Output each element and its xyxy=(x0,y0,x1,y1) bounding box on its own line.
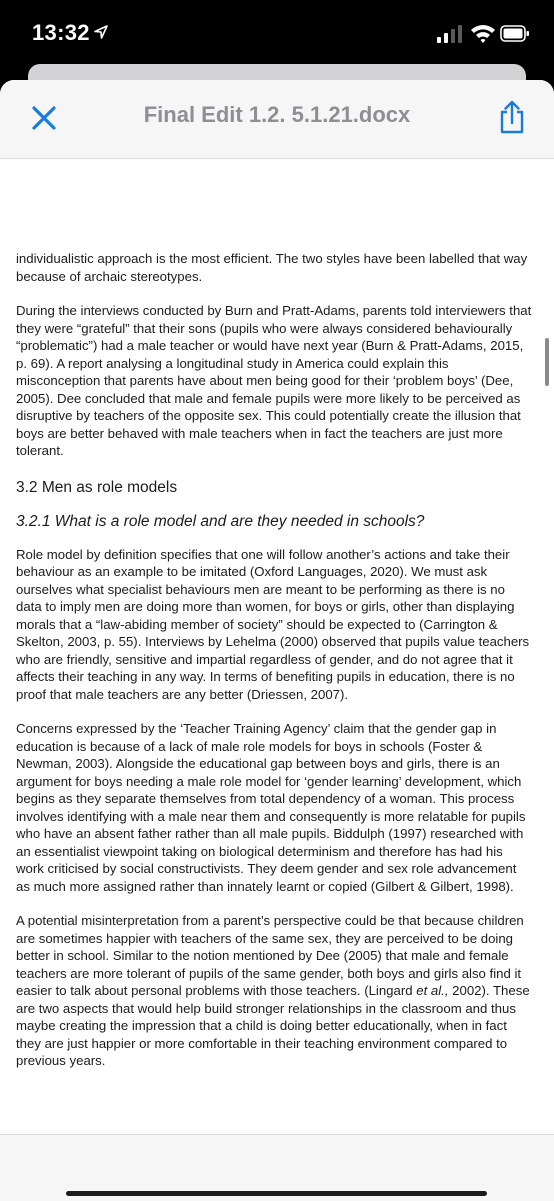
document-title: Final Edit 1.2. 5.1.21.docx xyxy=(143,102,411,127)
paragraph: Role model by definition specifies that one will follow another’s actions and take their behaviour as an example to be imitated (Oxford Languages, 2020). We must ask ourselves what specialist behaviours men are meant to be performing as there is no data to imply men are doing more than women, for boys or girls, other than displaying morals that a “law-abiding member of society” should be expected to (Carrington & Skelton, 2003, p. 55). Interviews by Lehelma (2000) observed that pupils value teachers who are friendly, sensitive and impartial regardless of gender, and do not agree that it affects their teaching in any way. In terms of benefiting pupils in education, there is no proof that male teachers are any better (Driessen, 2007). xyxy=(16,546,530,702)
viewer-header xyxy=(0,80,554,159)
subsection-heading: 3.2.1 What is a role model and are they needed in schools? xyxy=(16,512,425,530)
close-icon[interactable] xyxy=(30,104,58,132)
paragraph-text: 2002). These are two aspects that would help build stronger relationships in the classroom and thus maybe creating the impression that a child is doing better educationally, when in fact they are just happier or more comfortable in their teaching environment compared to previous years. xyxy=(16,983,530,1068)
paragraph: Concerns expressed by the ‘Teacher Training Agency’ claim that the gender gap in education is because of a lack of male role models for boys in schools (Foster & Newman, 2003). Alongside the educational gap between boys and girls, there is an argument for boys needing a male role model for ‘gender learning’ development, which begins as they separate themselves from total dependency of a woman. This process involves identifying with a male near them and consequently is more relatable for pupils who have an absent father rather than all male pupils. Biddulph (1997) researched with an essentialist viewpoint taking on biological determinism and therefore has had his work criticised by social constructivists. They deem gender and sex role advancement as much more assigned rather than innately learnt or copied (Gilbert & Gilbert, 1998). xyxy=(16,721,526,894)
scrollbar[interactable] xyxy=(545,338,549,386)
cellular-signal-icon xyxy=(437,25,465,43)
location-arrow-icon xyxy=(93,24,109,40)
status-time: 13:32 xyxy=(32,20,90,45)
wifi-icon xyxy=(470,22,496,44)
paragraph: individualistic approach is the most efficient. The two styles have been labelled that way because of archaic stereotypes. xyxy=(16,251,528,284)
status-bar xyxy=(0,0,554,68)
share-icon[interactable] xyxy=(497,99,527,135)
paragraph-text: A potential misinterpretation from a parent’s perspective could be that because children are sometimes happier with teachers of the same sex, they are perceived to be doing better in school. Similar to the notion mentioned by Dee (2005) that male and female teachers are more tolerant of pupils of the same gender, both boys and girls also find it easier to talk about personal problems with those teachers. (Lingard xyxy=(16,913,524,998)
document-body xyxy=(16,250,532,1087)
home-indicator[interactable] xyxy=(66,1191,487,1196)
document-viewer xyxy=(0,80,554,1200)
paragraph: During the interviews conducted by Burn and Pratt-Adams, parents told interviewers that they were “grateful” that their sons (pupils who were always considered behaviourally “problematic”) had a male teacher or would have next year (Burn & Pratt-Adams, 2015, p. 69). A report analysing a longitudinal study in America could explain this misconception that parents have about men being good for their ‘problem boys’ (Dee, 2005). Dee concluded that male and female pupils were more likely to be perceived as disruptive by teachers of the opposite sex. This could potentially create the illusion that boys are better behaved with male teachers when in fact the teachers are just more tolerant. xyxy=(16,303,532,458)
italic-text: et al., xyxy=(416,983,449,998)
paragraph xyxy=(16,912,532,1070)
document-page[interactable] xyxy=(0,159,554,1135)
section-heading: 3.2 Men as role models xyxy=(16,478,178,496)
battery-icon xyxy=(500,24,530,44)
